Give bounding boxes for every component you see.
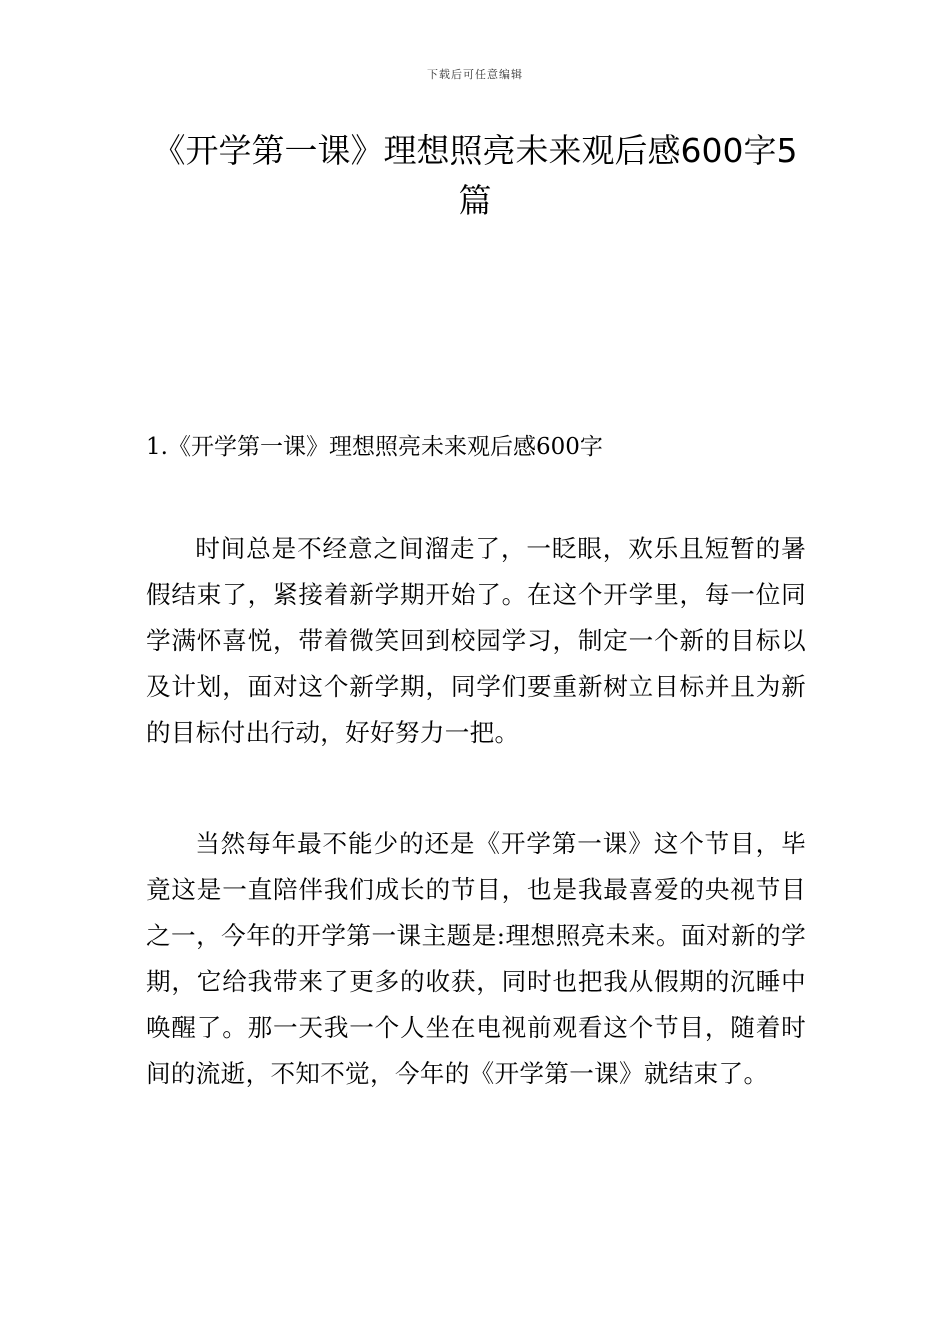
header-note: 下载后可任意编辑	[427, 68, 523, 81]
body-paragraph: 时间总是不经意之间溜走了，一眨眼，欢乐且短暂的暑假结束了，紧接着新学期开始了。在这个开学里，每一位同学满怀喜悦，带着微笑回到校园学习，制定一个新的目标以及计划，面对这个新学期，同学们要重新树立目标并且为新的目标付出行动，好好努力一把。	[146, 534, 806, 747]
document-title: 《开学第一课》理想照亮未来观后感600字5篇	[152, 131, 798, 220]
section-heading: 1.《开学第一课》理想照亮未来观后感600字	[146, 434, 603, 460]
body-paragraph: 当然每年最不能少的还是《开学第一课》这个节目，毕竟这是一直陪伴我们成长的节目，也是我最喜爱的央视节目之一，今年的开学第一课主题是:理想照亮未来。面对新的学期，它给我带来了更多的收获，同时也把我从假期的沉睡中唤醒了。那一天我一个人坐在电视前观看这个节目，随着时间的流逝，不知不觉，今年的《开学第一课》就结束了。	[146, 829, 806, 1088]
